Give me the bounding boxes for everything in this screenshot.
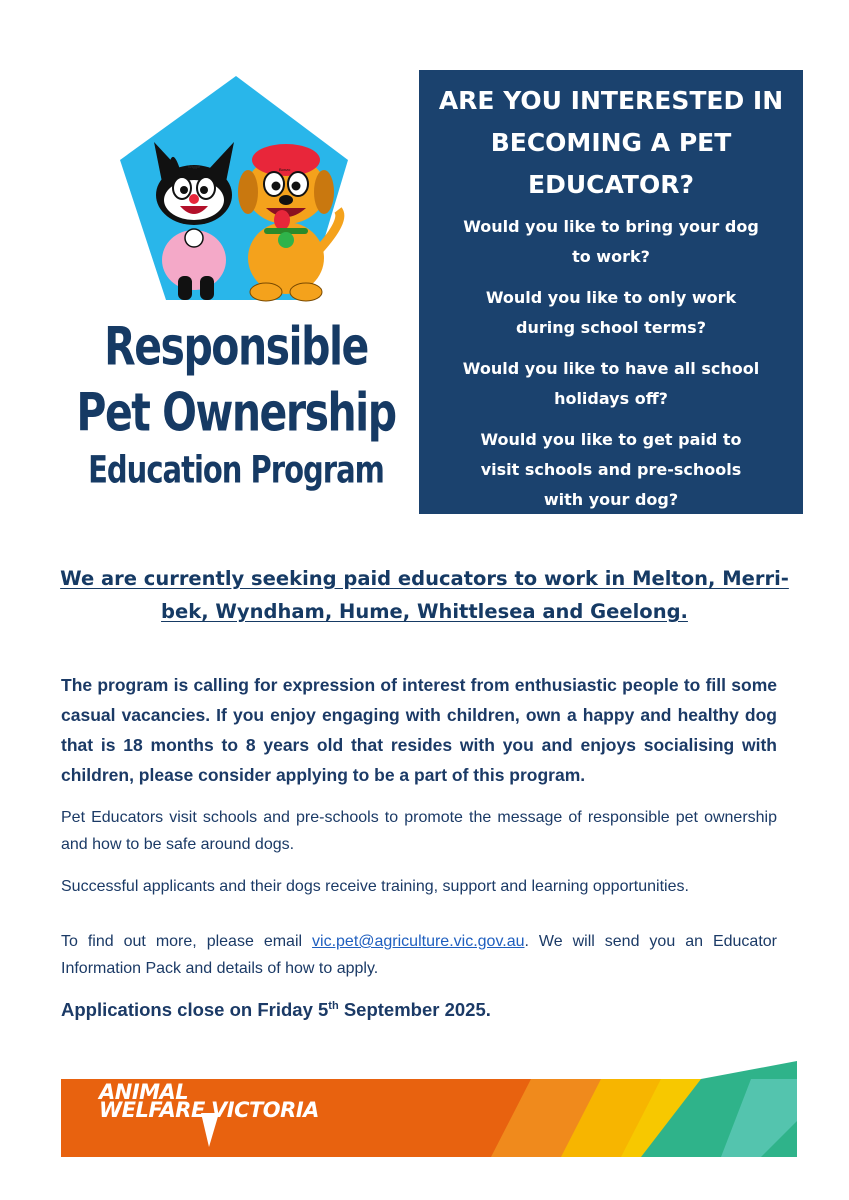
promo-question: Would you like to bring your dog to work? bbox=[463, 217, 759, 266]
contact-text-after: . We will send you an Educator Information Pack and details of how to apply. bbox=[61, 933, 778, 977]
contact-text-before: To find out more, please email bbox=[61, 933, 313, 950]
cat-badge-text: Wiggle bbox=[188, 164, 201, 169]
logo-title-line-3: Education Program bbox=[88, 448, 384, 492]
promo-question: Would you like to have all school holidays off? bbox=[462, 359, 760, 408]
animal-welfare-victoria-banner bbox=[61, 1061, 797, 1157]
footer-line-1: ANIMAL bbox=[99, 1080, 189, 1104]
close-text-after: September 2025. bbox=[338, 999, 491, 1020]
applications-close-text bbox=[61, 995, 777, 1025]
logo-title-line-1: Responsible bbox=[104, 316, 368, 378]
close-text-before: Applications close on Friday 5 bbox=[61, 999, 329, 1020]
educator-role-text: Pet Educators visit schools and pre-schools to promote the message of responsible pet ownership and how to be safe around dogs. bbox=[61, 809, 777, 853]
training-text: Successful applicants and their dogs receive training, support and learning opportunities. bbox=[61, 878, 689, 895]
dog-badge-text: Bonzo bbox=[279, 167, 291, 172]
pet-mascots-illustration bbox=[114, 70, 354, 310]
promo-box bbox=[419, 70, 803, 514]
promo-heading: ARE YOU INTERESTED IN BECOMING A PET EDUCATOR? bbox=[438, 86, 784, 199]
promo-question: Would you like to only work during school terms? bbox=[485, 288, 737, 337]
footer-line-2b: VICTORIA bbox=[211, 1098, 319, 1122]
close-date-suffix: th bbox=[328, 999, 339, 1012]
program-logo bbox=[60, 70, 412, 490]
seeking-headline: We are currently seeking paid educators to work in Melton, Merri-bek, Wyndham, Hume, Whittlesea and Geelong. bbox=[60, 567, 789, 623]
footer-line-2a: WELFARE bbox=[99, 1098, 205, 1122]
promo-question: Would you like to get paid to visit schools and pre-schools with your dog? bbox=[480, 430, 742, 509]
program-description: The program is calling for expression of interest from enthusiastic people to fill some casual vacancies. If you enjoy engaging with children, own a happy and healthy dog that is 18 months to 8 years old that resides with you and enjoys socialising with children, please consider applying to be a part of this program. bbox=[61, 675, 777, 785]
email-link[interactable]: vic.pet@agriculture.vic.gov.au bbox=[312, 933, 525, 950]
logo-title-line-2: Pet Ownership bbox=[76, 382, 396, 444]
contact-text bbox=[61, 928, 777, 982]
